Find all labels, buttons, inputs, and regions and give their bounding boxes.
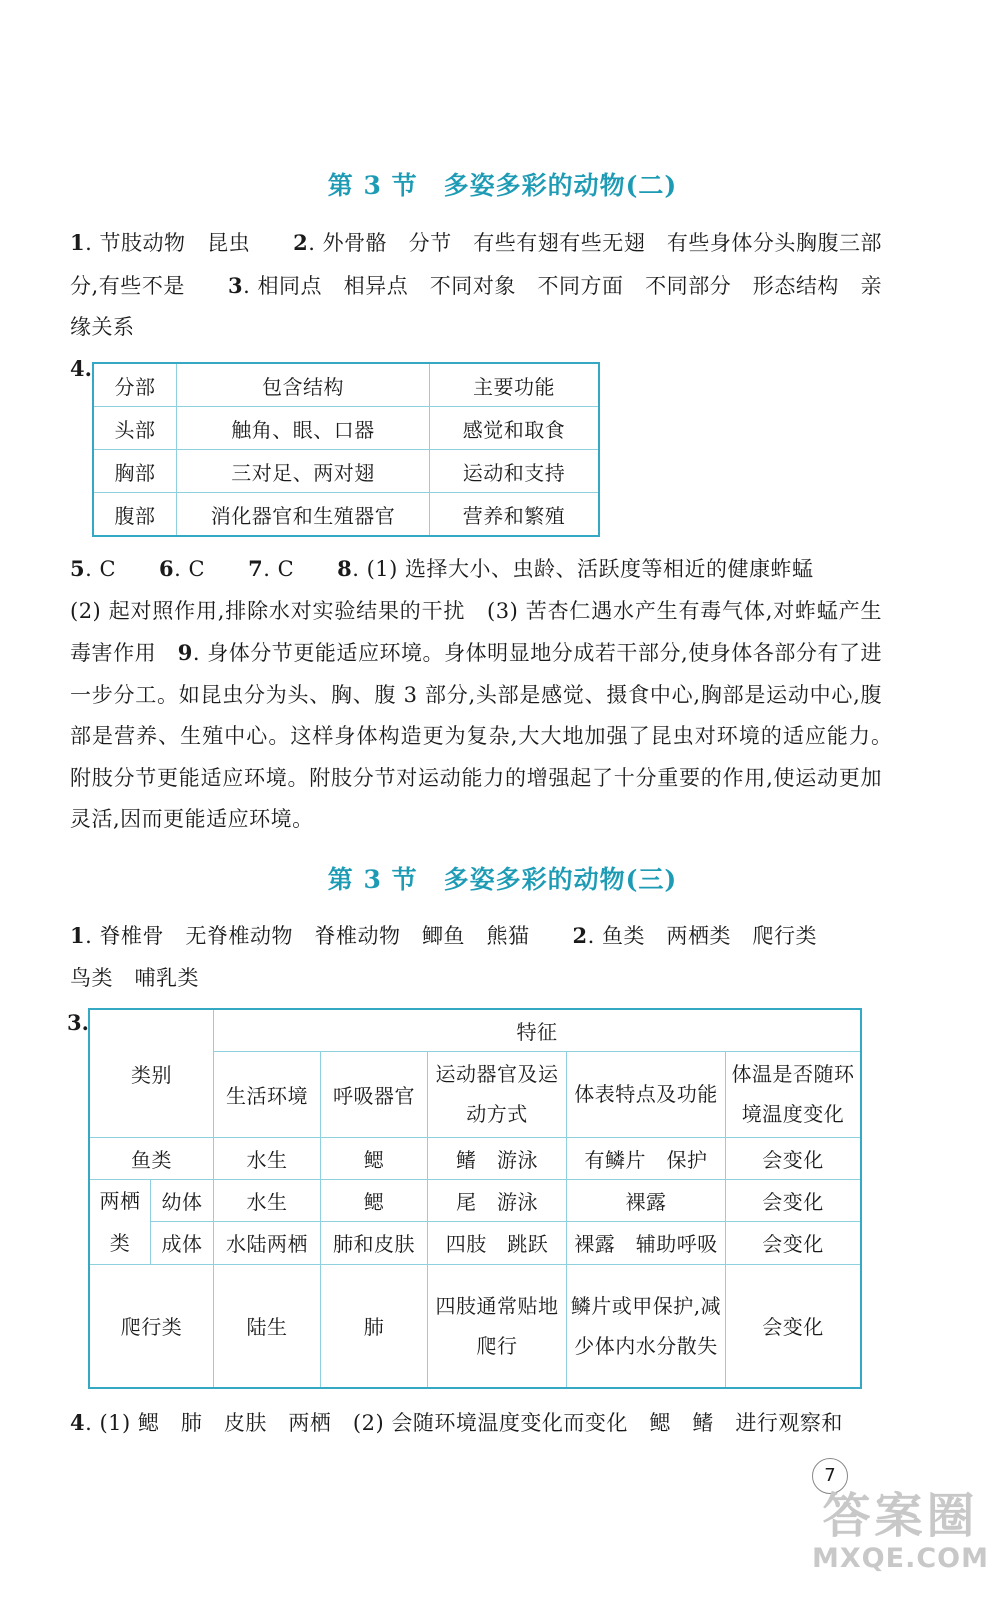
- watermark-logo-text: 答案圈: [822, 1488, 979, 1544]
- table-cell: 会变化: [726, 1137, 862, 1179]
- table-header: 主要功能: [430, 363, 600, 407]
- column-header: 呼吸器官: [321, 1051, 428, 1137]
- column-header: 体表特点及功能: [567, 1051, 726, 1137]
- table-cell: 四肢通常贴地爬行: [428, 1264, 567, 1388]
- feature-header: 特征: [214, 1009, 862, 1051]
- answers-q5-q9: 5. C 6. C 7. C 8. (1) 选择大小、虫龄、活跃度等相近的健康蚱蜢 (2) 起对照作用,排除水对实验结果的干扰 (3) 苦杏仁遇水产生有毒气体,对蚱蜢产生毒害作用 9. 身体分节更能适应环境。身体明显地分成若干部分,使身体各部分有了进一步分工。如昆虫分为头、胸、腹 3 部分,头部是感觉、摄食中心,胸部是运动中心,腹部是营养、生殖中心。这样身体构造更为复杂,大大地加强了昆虫对环境的适应能力。 附肢分节更能适应环境。附肢分节对运动能力的增强起了十分重要的作用,使运动更加灵活,因而更能适应环境。: [70, 556, 904, 831]
- table-row-amphibian-adult: [89, 1222, 861, 1265]
- table-cell: 肺和皮肤: [321, 1222, 428, 1265]
- table-row: [93, 493, 599, 537]
- table-cell: 头部: [93, 407, 177, 450]
- vertebrate-features-table: [88, 1008, 862, 1389]
- table-cell: 裸露: [567, 1179, 726, 1222]
- table-cell: 会变化: [726, 1264, 862, 1388]
- table-cell: 消化器官和生殖器官: [177, 493, 430, 537]
- table-cell: 会变化: [726, 1179, 862, 1222]
- section-title-animals-3: 第 3 节 多姿多彩的动物(三): [327, 865, 678, 894]
- table-row: [93, 407, 599, 450]
- table-cell: 胸部: [93, 450, 177, 493]
- table-cell: 鳍 游泳: [428, 1137, 567, 1179]
- table-cell: 三对足、两对翅: [177, 450, 430, 493]
- table-cell: 四肢 跳跃: [428, 1222, 567, 1265]
- answers-q1-q2: 1. 脊椎骨 无脊椎动物 脊椎动物 鲫鱼 熊猫 2. 鱼类 两栖类 爬行类 鸟类 哺乳类: [70, 923, 817, 990]
- table-row: [93, 450, 599, 493]
- row-label: 两栖类: [89, 1179, 151, 1264]
- question-4-label: 4.: [70, 356, 92, 381]
- table-cell: 腹部: [93, 493, 177, 537]
- table-row-fish: [89, 1137, 861, 1179]
- table-cell: 感觉和取食: [430, 407, 600, 450]
- insect-body-parts-table: [92, 362, 600, 537]
- table-cell: 鳃: [321, 1179, 428, 1222]
- table-cell: 水生: [214, 1137, 321, 1179]
- table-row-amphibian-larva: [89, 1179, 861, 1222]
- row-label: 鱼类: [89, 1137, 214, 1179]
- table-cell: 会变化: [726, 1222, 862, 1265]
- answers-q1-q3: 1. 节肢动物 昆虫 2. 外骨骼 分节 有些有翅有些无翅 有些身体分头胸腹三部分,有些不是 3. 相同点 相异点 不同对象 不同方面 不同部分 形态结构 亲缘关系: [70, 230, 882, 339]
- category-header: 类别: [89, 1009, 214, 1137]
- column-header: 生活环境: [214, 1051, 321, 1137]
- table-cell: 鳃: [321, 1137, 428, 1179]
- table-cell: 水陆两栖: [214, 1222, 321, 1265]
- table-cell: 营养和繁殖: [430, 493, 600, 537]
- table-header: 包含结构: [177, 363, 430, 407]
- table-cell: 鳞片或甲保护,减少体内水分散失: [567, 1264, 726, 1388]
- table-cell: 陆生: [214, 1264, 321, 1388]
- table-cell: 尾 游泳: [428, 1179, 567, 1222]
- table-row-reptile: [89, 1264, 861, 1388]
- answers-q4: 4. (1) 鳃 肺 皮肤 两栖 (2) 会随环境温度变化而变化 鳃 鳍 进行观察和: [70, 1410, 843, 1435]
- table-cell: 触角、眼、口器: [177, 407, 430, 450]
- section-title-animals-2: 第 3 节 多姿多彩的动物(二): [327, 171, 678, 200]
- row-sublabel: 成体: [151, 1222, 214, 1265]
- table-cell: 水生: [214, 1179, 321, 1222]
- table-header: 分部: [93, 363, 177, 407]
- column-header: 体温是否随环境温度变化: [726, 1051, 862, 1137]
- column-header: 运动器官及运动方式: [428, 1051, 567, 1137]
- table-cell: 肺: [321, 1264, 428, 1388]
- row-sublabel: 幼体: [151, 1179, 214, 1222]
- table-cell: 有鳞片 保护: [567, 1137, 726, 1179]
- question-3-label: 3.: [67, 1010, 89, 1035]
- row-label: 爬行类: [89, 1264, 214, 1388]
- page-number: 7: [812, 1458, 848, 1494]
- site-watermark: [812, 1488, 989, 1574]
- table-cell: 裸露 辅助呼吸: [567, 1222, 726, 1265]
- table-cell: 运动和支持: [430, 450, 600, 493]
- watermark-url: MXQE.COM: [812, 1543, 989, 1574]
